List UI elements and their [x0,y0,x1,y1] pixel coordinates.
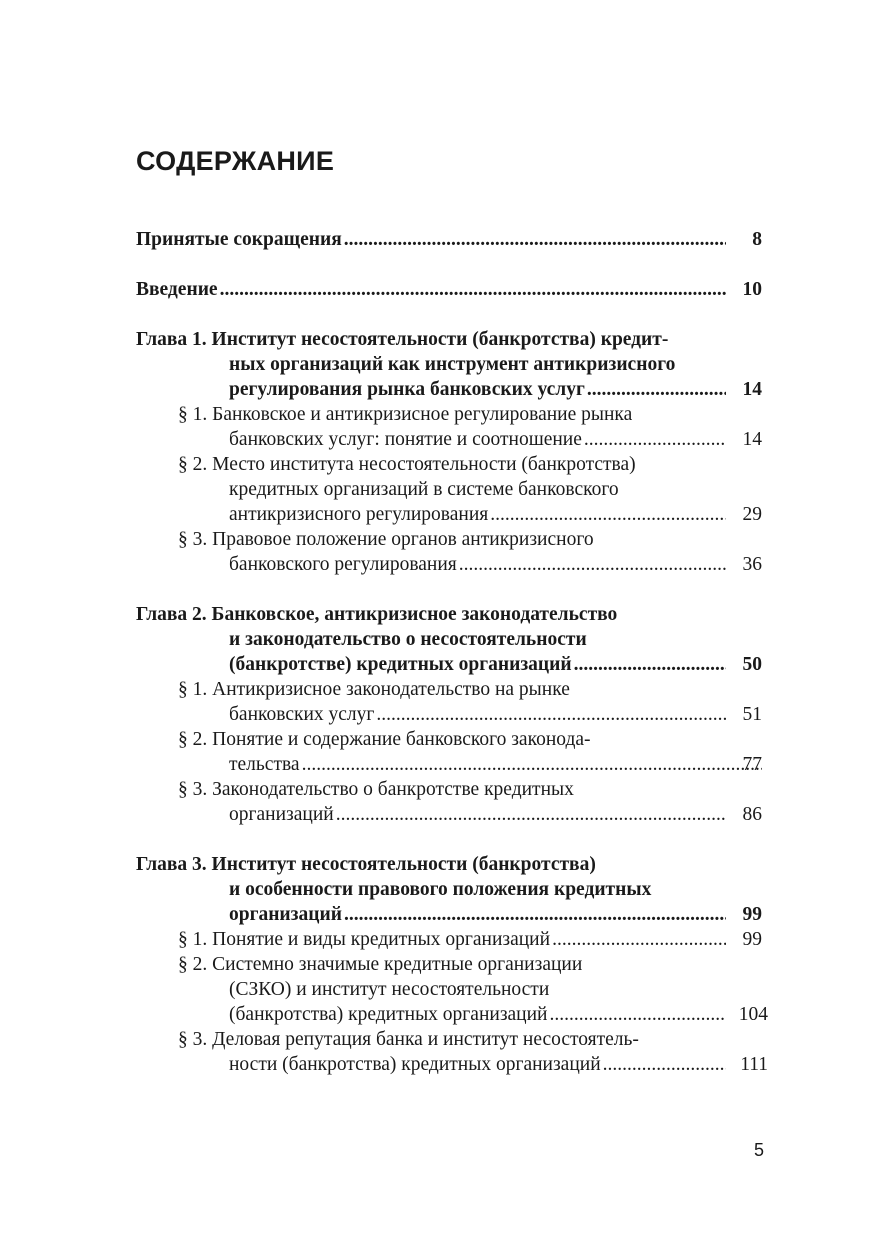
toc-entry-text: ных организаций как инструмент антикризисного [229,354,676,375]
leader-dots [549,1002,726,1027]
toc-entry-text: § 1. Банковское и антикризисное регулирование рынка [178,404,633,425]
toc-page-number: 99 [742,904,762,925]
toc-entry-text: и законодательство о несостоятельности [229,629,587,650]
toc-entry-text: § 3. Законодательство о банкротстве кредитных [178,779,574,800]
toc-entry-text: Глава 3. Институт несостоятельности (банкротства) [136,854,596,875]
toc-page-number: 36 [742,554,762,575]
toc-entry-text: организаций [229,804,334,825]
toc-page-number: 8 [752,229,762,250]
leader-dots [336,802,726,827]
toc-entry-text: организаций [229,904,342,925]
toc-page-number: 111 [740,1054,768,1075]
toc-entry-text: Глава 2. Банковское, антикризисное законодательство [136,604,618,625]
toc-page-number: 99 [742,929,762,950]
leader-dots [490,502,726,527]
page-number: 5 [753,1140,764,1160]
toc-entry-text: § 1. Понятие и виды кредитных организаций [178,929,551,950]
toc-page-number: 14 [742,429,762,450]
leader-dots [302,752,762,777]
toc-page-number: 50 [742,654,762,675]
toc-entry-text: § 1. Антикризисное законодательство на рынке [178,679,570,700]
toc-page-number: 10 [742,279,762,300]
toc-entry-text: и особенности правового положения кредитных [229,879,652,900]
toc-entry-text: кредитных организаций в системе банковского [229,479,619,500]
toc-page-number: 14 [742,379,762,400]
toc-page-number: 104 [738,1004,768,1025]
toc-entry-text: § 3. Деловая репутация банка и институт несостоятель- [178,1029,639,1050]
toc-page-number: 51 [742,704,762,725]
leader-dots [459,552,726,577]
toc-entry-text: антикризисного регулирования [229,504,489,525]
page-title: СОДЕРЖАНИЕ [136,146,335,176]
leader-dots [220,277,726,302]
toc-entry-text: § 3. Правовое положение органов антикризисного [178,529,594,550]
toc-entry-text: банковского регулирования [229,554,457,575]
toc-entry-text: (банкротства) кредитных организаций [229,1004,548,1025]
toc-entry-text: Принятые сокращения [136,229,342,250]
leader-dots [344,227,726,252]
toc-entry-text: (банкротстве) кредитных организаций [229,654,572,675]
toc-entry-text: банковских услуг: понятие и соотношение [229,429,582,450]
toc-entry-text: банковских услуг [229,704,375,725]
toc-page-number: 77 [742,754,762,775]
toc-entry-text: (СЗКО) и институт несостоятельности [229,979,550,1000]
toc-page-number: 86 [742,804,762,825]
leader-dots [376,702,726,727]
toc-entry-text: § 2. Понятие и содержание банковского законода- [178,729,591,750]
toc-entry-text: § 2. Системно значимые кредитные организации [178,954,583,975]
toc-entry-text: Введение [136,279,218,300]
toc-entry-text: ности (банкротства) кредитных организаций [229,1054,601,1075]
toc-entry-text: Глава 1. Институт несостоятельности (банкротства) кредит- [136,329,669,350]
leader-dots [344,902,726,927]
leader-dots [552,927,726,952]
toc-entry-text: тельства [229,754,300,775]
toc-entry-text: § 2. Место института несостоятельности (банкротства) [178,454,636,475]
toc-page-number: 29 [742,504,762,525]
toc-entry-text: регулирования рынка банковских услуг [229,379,585,400]
